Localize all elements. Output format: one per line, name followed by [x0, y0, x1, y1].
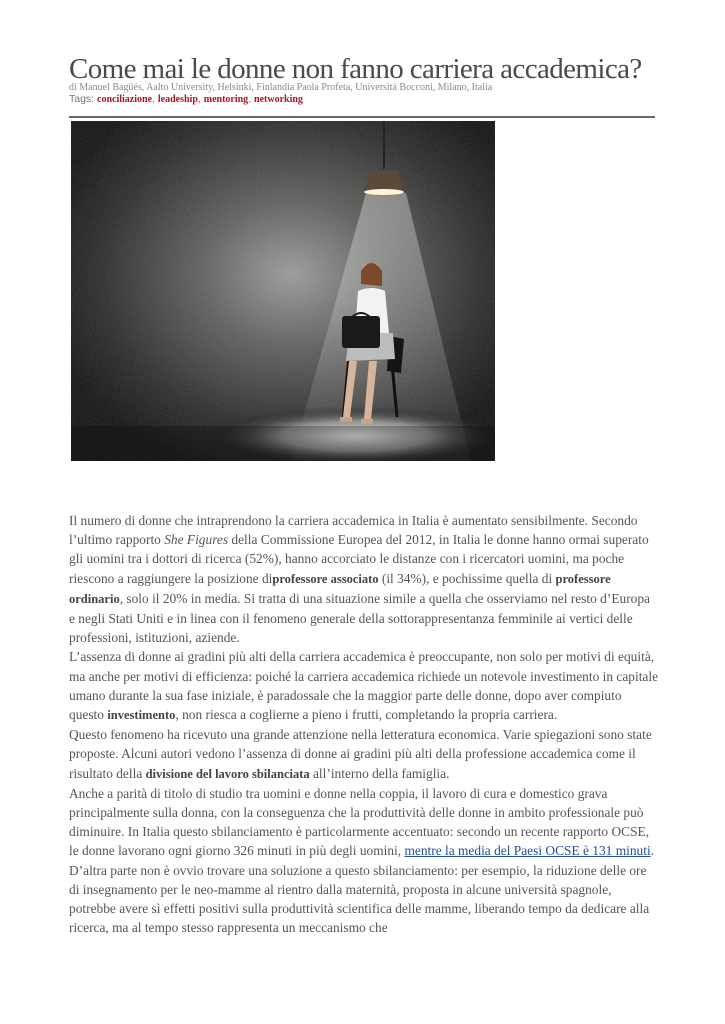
title-divider — [69, 116, 655, 118]
article-title: Come mai le donne non fanno carriera accademica? — [69, 53, 642, 85]
article-photo — [71, 121, 495, 461]
tags-line: Tags: conciliazione, leadeship, mentoring, networking — [69, 93, 303, 105]
tag-conciliazione[interactable]: conciliazione — [97, 94, 153, 105]
article-byline: di Manuel Bagüés, Aalto University, Helsinki, Finlandia Paola Profeta, Università Bocconi, Milano, Italia — [69, 82, 493, 93]
tag-mentoring[interactable]: mentoring — [203, 94, 249, 105]
oecd-average-link[interactable]: mentre la media del Paesi OCSE è 131 minuti — [404, 843, 651, 859]
article-body — [69, 511, 659, 937]
report-title: She Figures — [164, 532, 229, 548]
tags-label: Tags: — [69, 93, 95, 105]
tag-leadeship[interactable]: leadeship — [157, 94, 198, 105]
article-paragraph-2: L’assenza di donne ai gradini più alti della carriera accademica è preoccupante, non solo per motivi di equità, ma anche per motivi di efficienza: poiché la carriera accademica richiede un notevole investimento in capitale umano durante la sua fase iniziale, è paradossale che la maggior parte delle donne, dopo aver compiuto questo investimento, non riesca a coglierne a pieno i frutti, completando la propria carriera. — [69, 649, 659, 723]
tag-networking[interactable]: networking — [254, 94, 303, 105]
article-paragraph-3: Questo fenomeno ha ricevuto una grande attenzione nella letteratura economica. Varie spiegazioni sono state proposte. Alcuni autori vedono l’assenza di donne ai gradini più alti della professione accademica come il risultato della divisione del lavoro sbilanciata all’interno della famiglia. — [69, 727, 652, 781]
article-paragraph-1: Il numero di donne che intraprendono la carriera accademica in Italia è aumentato sensibilmente. Secondo l’ultimo rapporto She Figures della Commissione Europea del 2012, in Italia le donne hanno ormai superato gli uomini tra i dottori di ricerca (52%), hanno accorciato le distanze con i ricercatori uomini, ma poche riescono a raggiungere la posizione diprofessore associato (il 34%), e pochissime quella di professore ordinario, solo il 20% in media. Si tratta di una situazione simile a quella che osserviamo nel resto d’Europa e negli Stati Uniti e in linea con il fenomeno generale della sottorappresentanza femminile ai vertici delle professioni, istituzioni, aziende. — [69, 513, 650, 646]
article-paragraph-4: Anche a parità di titolo di studio tra uomini e donne nella coppia, il lavoro di cura e domestico grava principalmente sulla donna, con la conseguenza che la produttività delle donne in ambito professionale può diminuire. In Italia questo sbilanciamento è particolarmente accentuato: secondo un recente rapporto OCSE, le donne lavorano ogni giorno 326 minuti in più degli uomini, mentre la media del Paesi OCSE è 131 minuti. D’altra parte non è ovvio trovare una soluzione a questo sbilanciamento: per esempio, la riduzione delle ore di insegnamento per le neo-mamme al rientro dalla maternità, proposta in alcune università spagnole, potrebbe avere sì effetti positivi sulla produttività scientifica delle mamme, liberando tempo da dedicare alla ricerca, ma al tempo stesso rappresenta un meccanismo che — [69, 785, 655, 936]
